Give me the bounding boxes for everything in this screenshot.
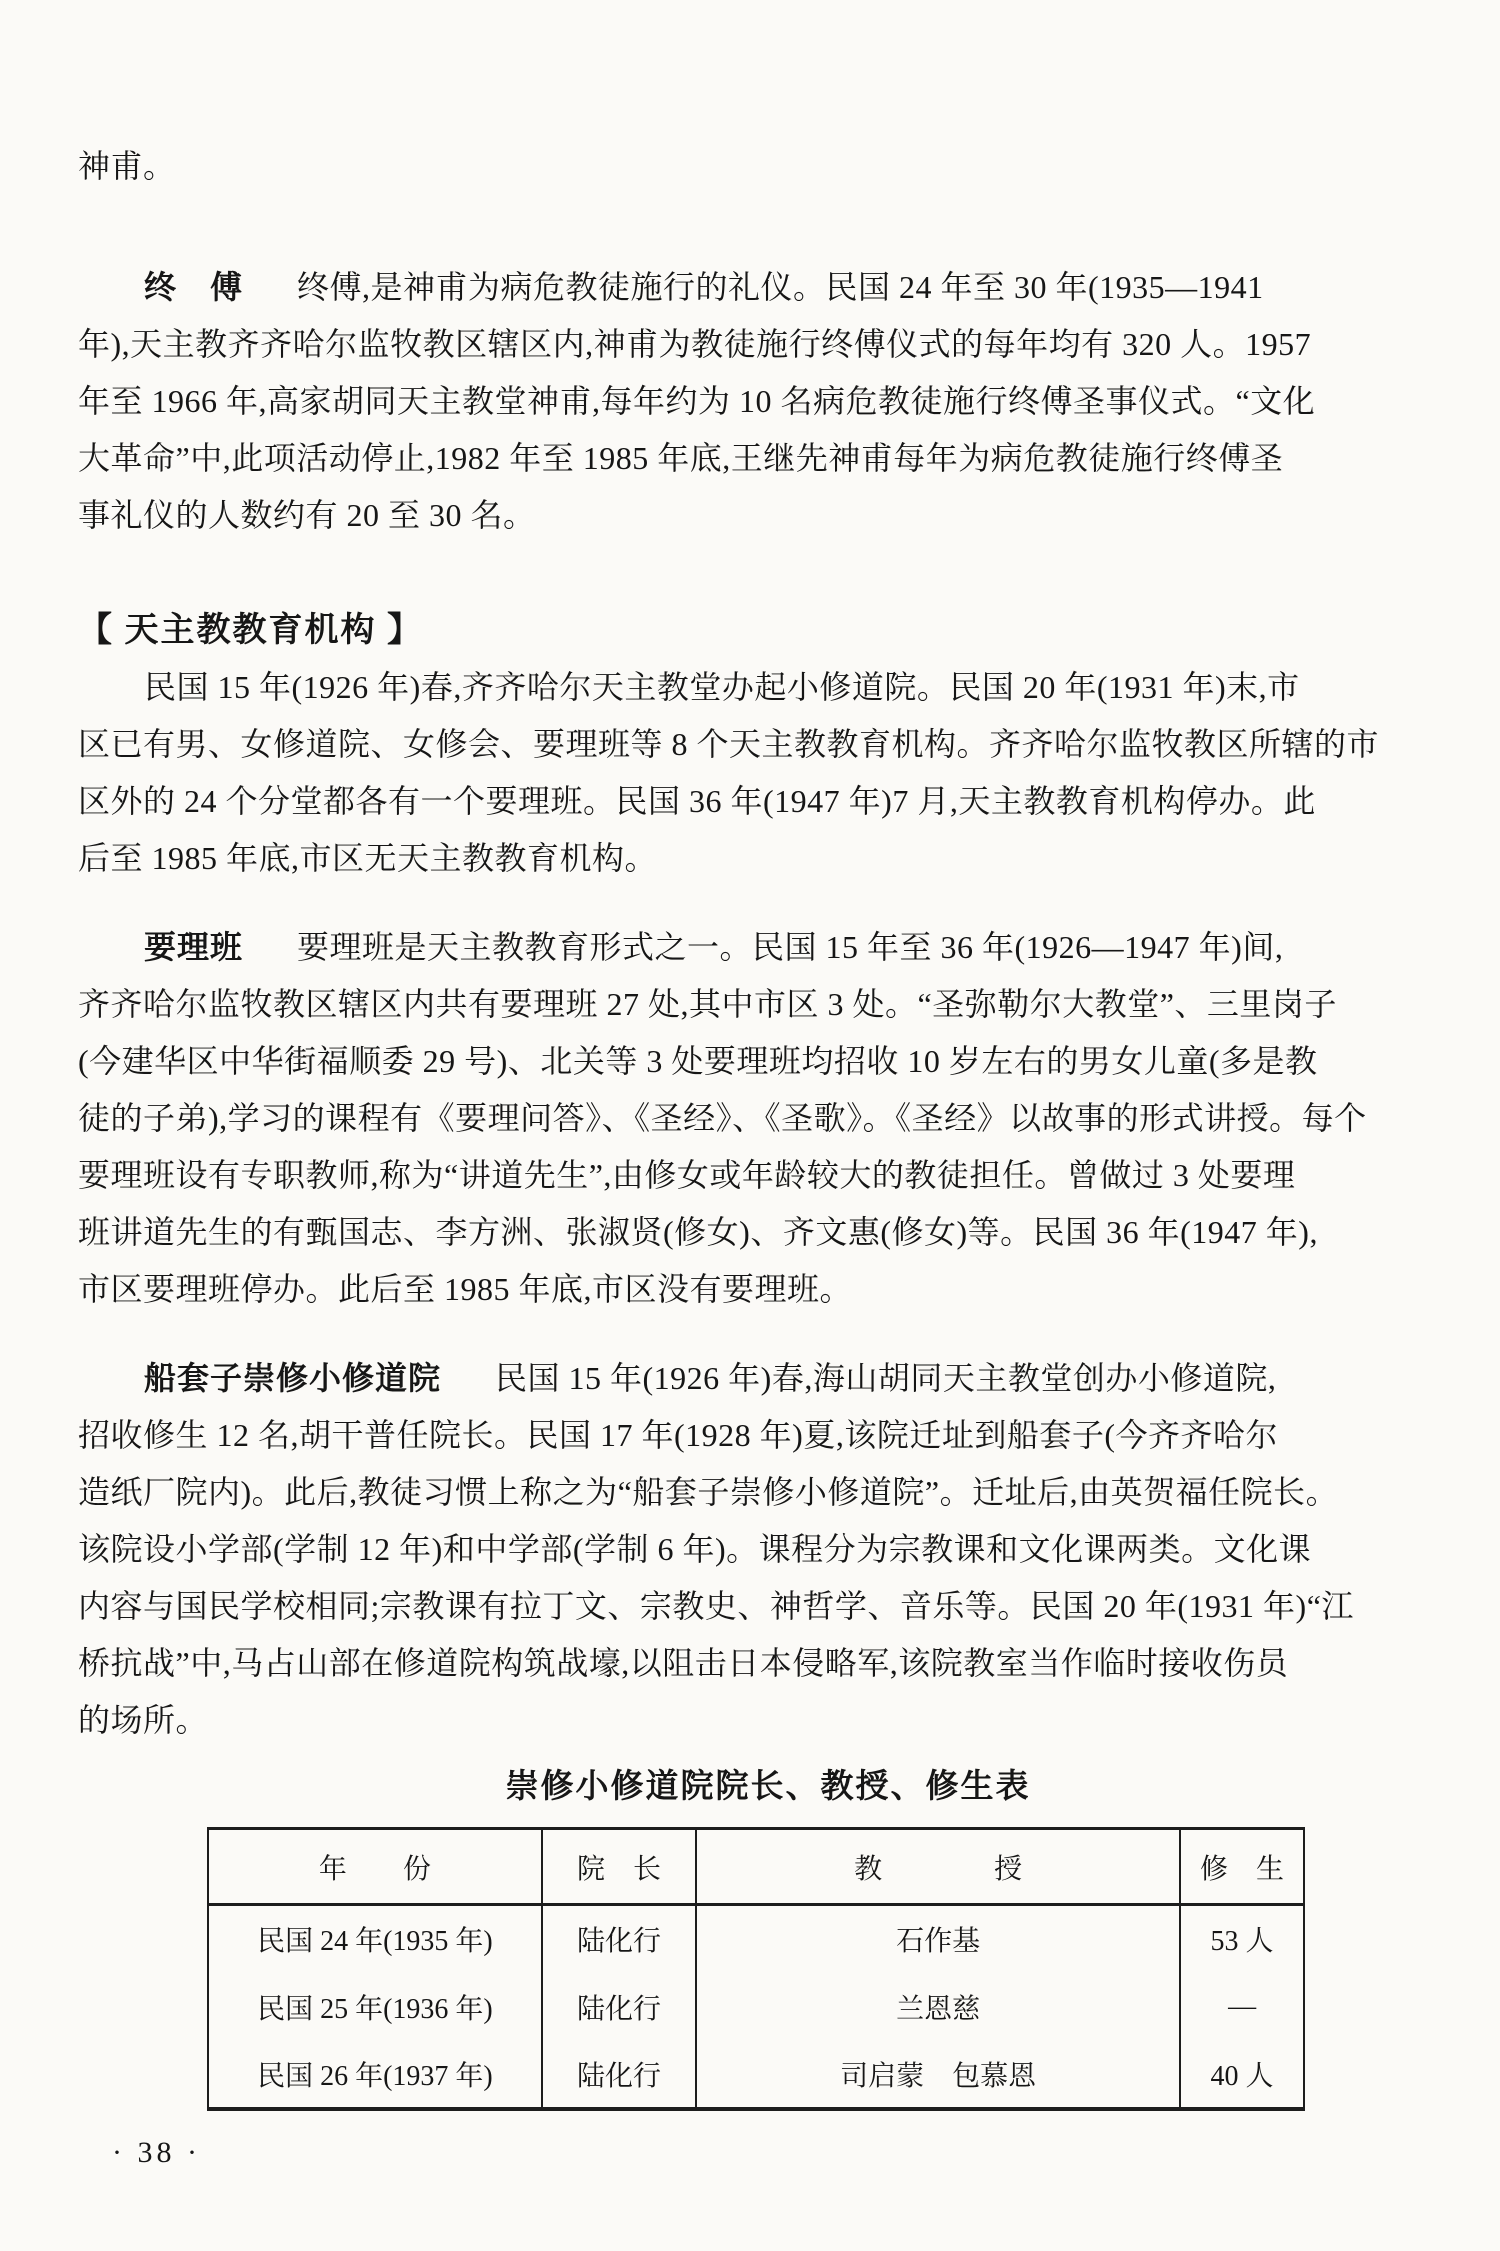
table-cell: 民国 26 年(1937 年)	[208, 2041, 542, 2109]
text-line: 齐齐哈尔监牧教区辖区内共有要理班 27 处,其中市区 3 处。“圣弥勒尔大教堂”、三里岗子	[78, 986, 1337, 1022]
text-line	[78, 259, 1440, 316]
table-header	[208, 1829, 1304, 1905]
document-body	[78, 138, 1440, 1749]
text-line: 事礼仪的人数约有 20 至 30 名。	[78, 497, 536, 533]
table-cell: 53 人	[1180, 1905, 1304, 1973]
table-cell: 石作基	[696, 1905, 1180, 1973]
page-number: · 38 ·	[112, 2136, 201, 2169]
table-cell: 民国 25 年(1936 年)	[208, 1973, 542, 2041]
text-line: 桥抗战”中,马占山部在修道院构筑战壕,以阻击日本侵略军,该院教室当作临时接收伤员	[78, 1645, 1289, 1681]
text-line	[78, 919, 1440, 976]
section-heading: 【 天主教教育机构 】	[78, 612, 423, 649]
paragraph	[78, 138, 1440, 195]
text-line: 民国 15 年(1926 年)春,齐齐哈尔天主教堂办起小修道院。民国 20 年(1931 年)末,市	[144, 669, 1300, 705]
text-run: 终傅,是神甫为病危教徒施行的礼仪。民国 24 年至 30 年(1935—1941	[297, 269, 1264, 305]
table-row	[208, 2041, 1304, 2109]
text-line: 年至 1966 年,高家胡同天主教堂神甫,每年约为 10 名病危教徒施行终傅圣事仪式。“文化	[78, 383, 1316, 419]
text-line: 区外的 24 个分堂都各有一个要理班。民国 36 年(1947 年)7 月,天主教教育机构停办。此	[78, 783, 1316, 819]
text-line: 徒的子弟),学习的课程有《要理问答》、《圣经》、《圣歌》。《圣经》以故事的形式讲授。每个	[78, 1100, 1367, 1136]
column-header: 教 授	[696, 1829, 1180, 1905]
text-line: (今建华区中华街福顺委 29 号)、北关等 3 处要理班均招收 10 岁左右的男女儿童(多是教	[78, 1043, 1318, 1079]
table-cell: 陆化行	[542, 1973, 696, 2041]
seminary-table	[207, 1827, 1305, 2111]
entry-term: 船套子崇修小修道院	[144, 1360, 442, 1396]
table-title: 崇修小修道院院长、教授、修生表	[505, 1769, 1031, 1805]
table-cell: 兰恩慈	[696, 1973, 1180, 2041]
text-line: 后至 1985 年底,市区无天主教教育机构。	[78, 840, 658, 876]
text-line: 大革命”中,此项活动停止,1982 年至 1985 年底,王继先神甫每年为病危教徒施行终傅圣	[78, 440, 1284, 476]
table-body	[208, 1905, 1304, 2109]
text-line: 神甫。	[78, 148, 176, 184]
paragraph	[78, 919, 1440, 1318]
table-cell: 陆化行	[542, 1905, 696, 1973]
table-cell: —	[1180, 1973, 1304, 2041]
table-row	[208, 1973, 1304, 2041]
paragraph	[78, 1350, 1440, 1749]
text-line: 内容与国民学校相同;宗教课有拉丁文、宗教史、神哲学、音乐等。民国 20 年(1931 年)“江	[78, 1588, 1354, 1624]
text-line: 年),天主教齐齐哈尔监牧教区辖区内,神甫为教徒施行终傅仪式的每年均有 320 人。1957	[78, 326, 1312, 362]
paragraph	[78, 659, 1440, 887]
table-row	[208, 1905, 1304, 1973]
table-header-row	[208, 1829, 1304, 1905]
text-line	[78, 1350, 1440, 1407]
column-header: 修 生	[1180, 1829, 1304, 1905]
text-run: 民国 15 年(1926 年)春,海山胡同天主教堂创办小修道院,	[495, 1360, 1277, 1396]
column-header: 年 份	[208, 1829, 542, 1905]
text-line: 班讲道先生的有甄国志、李方洲、张淑贤(修女)、齐文惠(修女)等。民国 36 年(1947 年),	[78, 1214, 1318, 1250]
text-line: 招收修生 12 名,胡干普任院长。民国 17 年(1928 年)夏,该院迁址到船套子(今齐齐哈尔	[78, 1417, 1278, 1453]
text-line: 造纸厂院内)。此后,教徒习惯上称之为“船套子崇修小修道院”。迁址后,由英贺福任院长。	[78, 1474, 1339, 1510]
section-heading-block	[78, 602, 1440, 659]
table-cell: 民国 24 年(1935 年)	[208, 1905, 542, 1973]
text-line: 市区要理班停办。此后至 1985 年底,市区没有要理班。	[78, 1271, 853, 1307]
entry-term: 要理班	[144, 929, 244, 965]
table-cell: 陆化行	[542, 2041, 696, 2109]
text-run: 要理班是天主教教育形式之一。民国 15 年至 36 年(1926—1947 年)间,	[297, 929, 1284, 965]
text-line: 要理班设有专职教师,称为“讲道先生”,由修女或年龄较大的教徒担任。曾做过 3 处要理	[78, 1157, 1296, 1193]
paragraph	[78, 259, 1440, 544]
entry-term: 终 傅	[144, 269, 244, 305]
text-line: 的场所。	[78, 1702, 209, 1738]
table-cell: 司启蒙 包慕恩	[696, 2041, 1180, 2109]
text-line: 该院设小学部(学制 12 年)和中学部(学制 6 年)。课程分为宗教课和文化课两类。文化课	[78, 1531, 1312, 1567]
column-header: 院 长	[542, 1829, 696, 1905]
table-cell: 40 人	[1180, 2041, 1304, 2109]
text-line: 区已有男、女修道院、女修会、要理班等 8 个天主教教育机构。齐齐哈尔监牧教区所辖的市	[78, 726, 1380, 762]
